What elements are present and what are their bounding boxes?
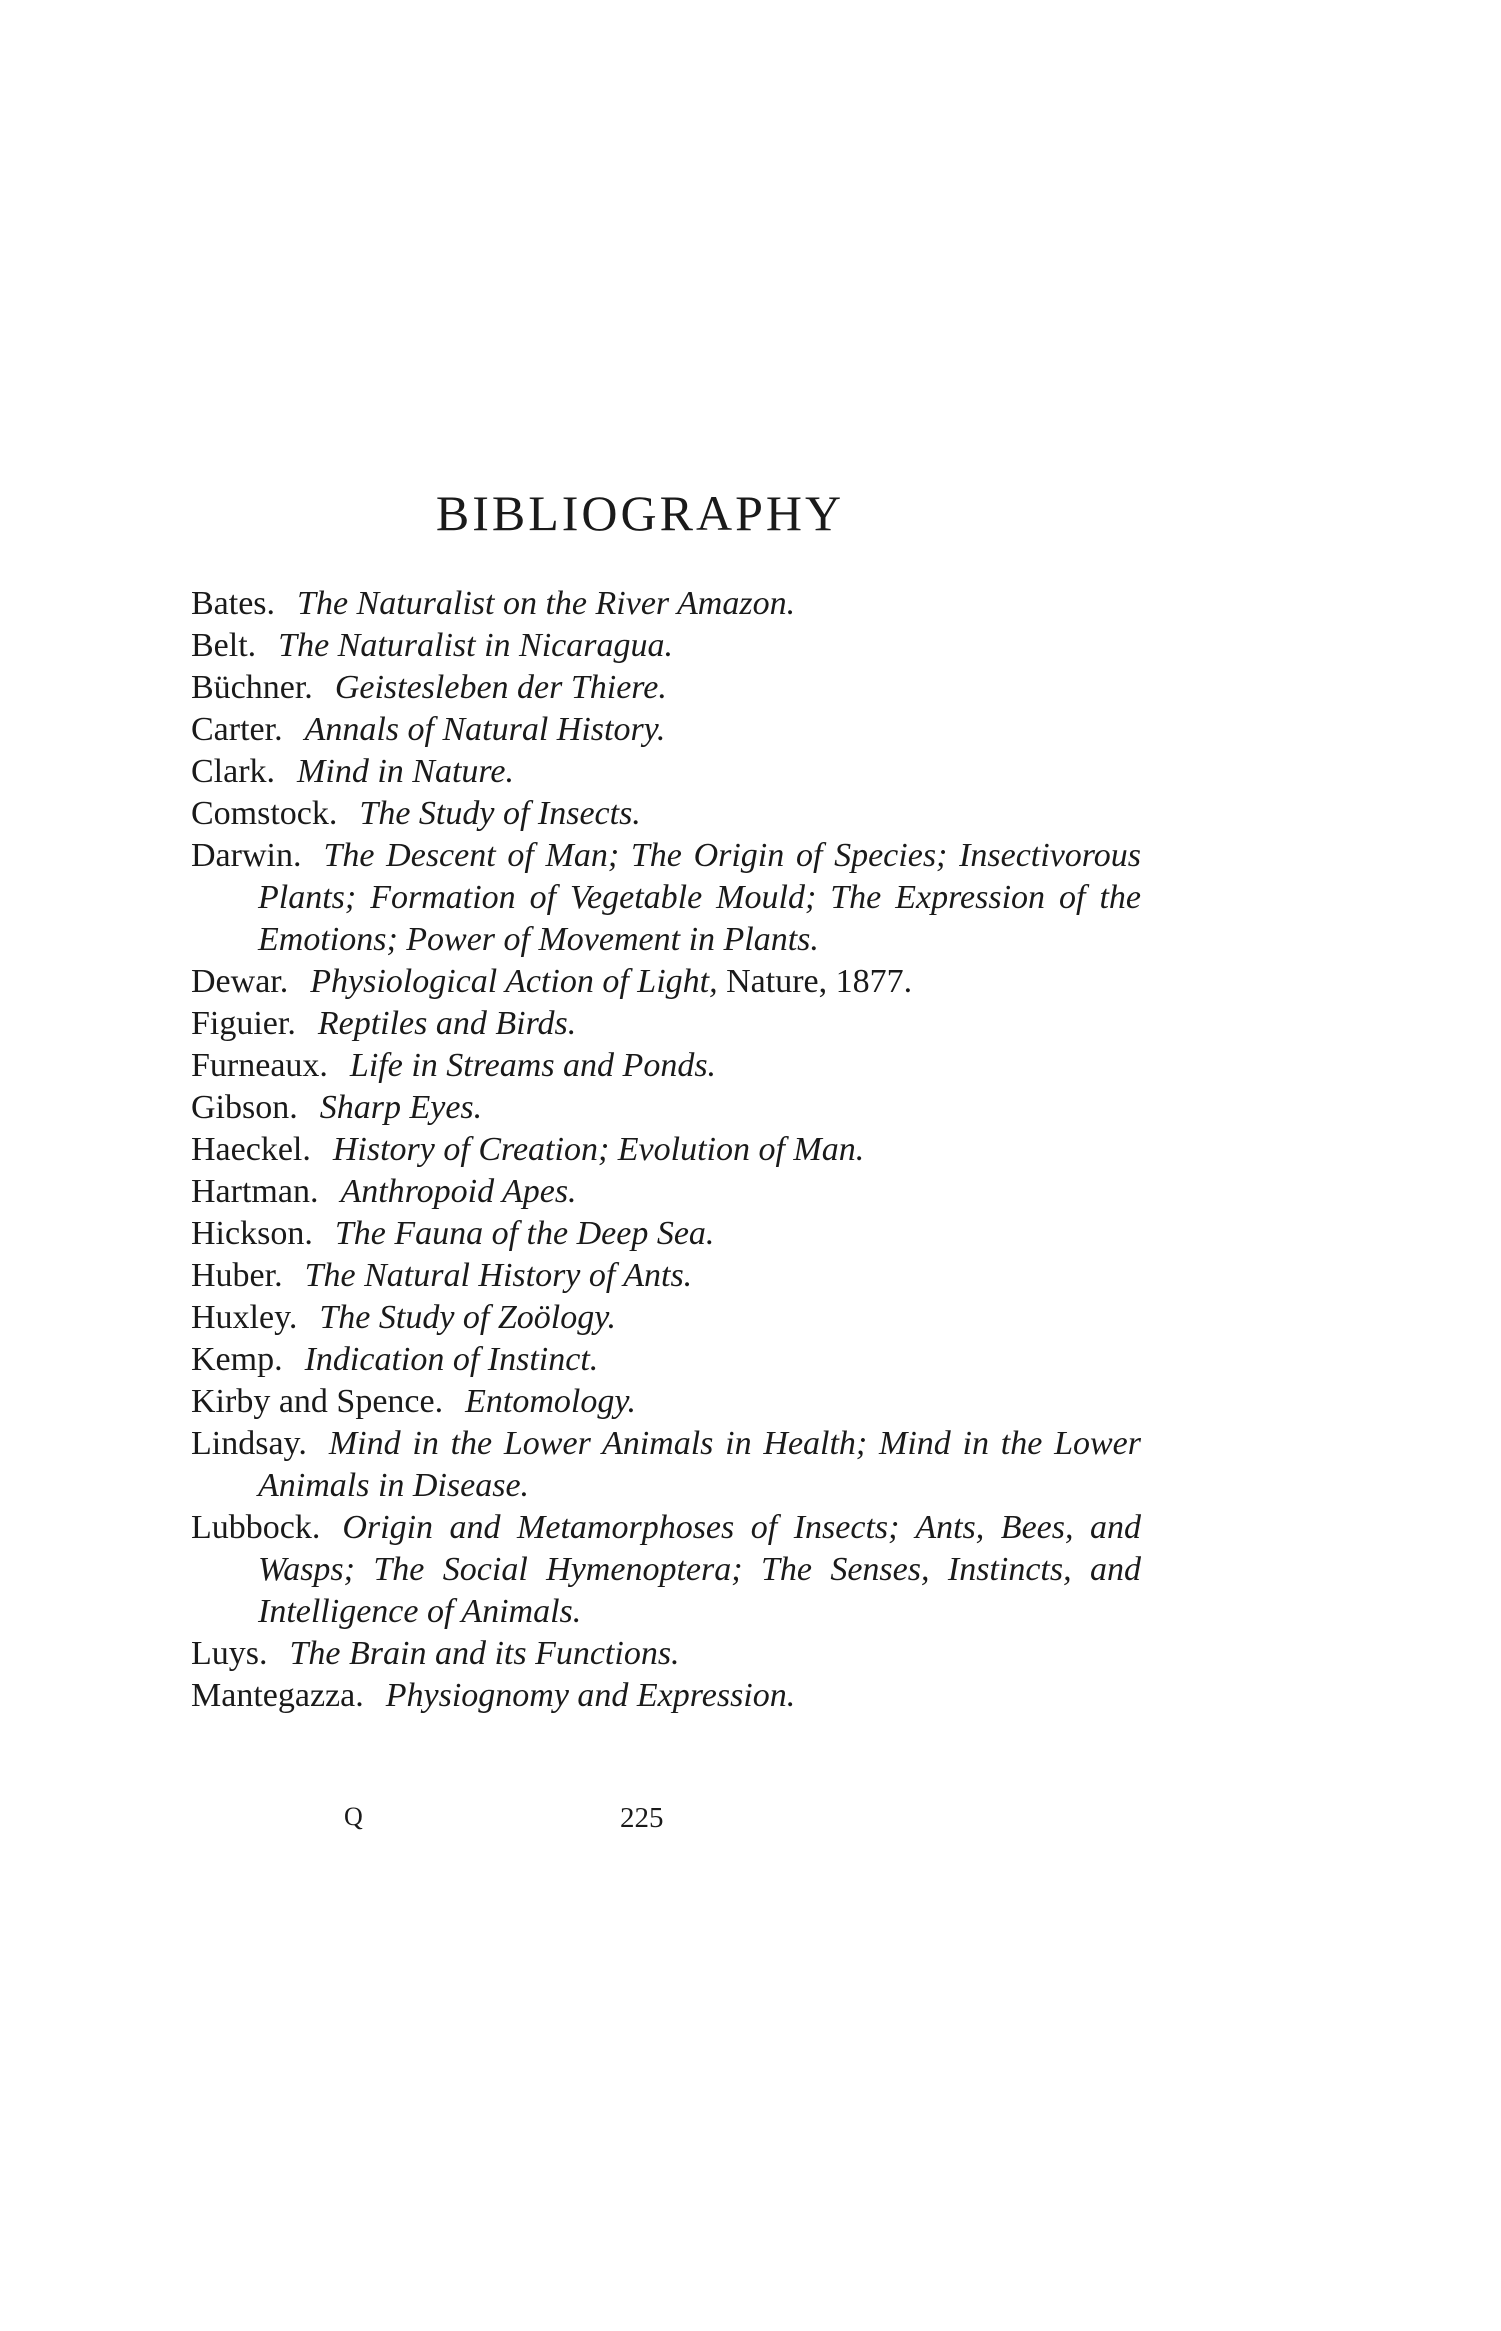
entry-author: Haeckel.: [191, 1131, 311, 1168]
entry-author: Hartman.: [191, 1173, 319, 1210]
bibliography-entry: [191, 1003, 1141, 1045]
entry-author: Dewar.: [191, 963, 289, 1000]
entry-author: Kirby and Spence.: [191, 1383, 444, 1420]
bibliography-entry: [191, 709, 1141, 751]
bibliography-entry: [191, 1255, 1141, 1297]
entry-works: Entomology.: [465, 1383, 637, 1420]
bibliography-entry: [191, 1507, 1141, 1633]
bibliography-entry: [191, 667, 1141, 709]
entry-works: The Natural History of Ants.: [304, 1257, 693, 1294]
entry-works: Anthropoid Apes.: [340, 1173, 577, 1210]
bibliography-list: [191, 583, 1141, 1717]
page-number: 225: [620, 1802, 664, 1834]
entry-author: Büchner.: [191, 669, 313, 706]
entry-author: Darwin.: [191, 837, 302, 874]
bibliography-entry: [191, 1297, 1141, 1339]
entry-works: The Study of Zoölogy.: [319, 1299, 616, 1336]
bibliography-entry: [191, 1171, 1141, 1213]
bibliography-entry: [191, 1045, 1141, 1087]
entry-works: Geistesleben der Thiere.: [334, 669, 667, 706]
entry-works: The Descent of Man; The Origin of Species; Insectivorous Plants; Formation of Vegetable Mould; The Expression of the Emotions; Power of Movement in Plants.: [258, 837, 1141, 958]
entry-works: The Study of Insects.: [359, 795, 641, 832]
entry-author: Comstock.: [191, 795, 338, 832]
entry-author: Lindsay.: [191, 1425, 307, 1462]
entry-works: The Naturalist in Nicaragua.: [278, 627, 673, 664]
entry-author: Huber.: [191, 1257, 283, 1294]
entry-works: Physiognomy and Expression.: [385, 1677, 796, 1714]
entry-works: Annals of Natural History.: [304, 711, 666, 748]
entry-works: The Brain and its Functions.: [289, 1635, 680, 1672]
entry-author: Lubbock.: [191, 1509, 321, 1546]
entry-author: Gibson.: [191, 1089, 298, 1126]
entry-works: The Naturalist on the River Amazon.: [297, 585, 796, 622]
bibliography-entry: [191, 793, 1141, 835]
entry-author: Furneaux.: [191, 1047, 328, 1084]
bibliography-entry: [191, 583, 1141, 625]
page-title: BIBLIOGRAPHY: [435, 485, 845, 541]
entry-works: Sharp Eyes.: [319, 1089, 483, 1126]
entry-author: Bates.: [191, 585, 276, 622]
entry-author: Carter.: [191, 711, 283, 748]
entry-author: Figuier.: [191, 1005, 296, 1042]
entry-author: Clark.: [191, 753, 276, 790]
bibliography-entry: [191, 961, 1141, 1003]
bibliography-entry: [191, 1213, 1141, 1255]
bibliography-entry: [191, 1423, 1141, 1507]
entry-author: Huxley.: [191, 1299, 298, 1336]
entry-works: Origin and Metamorphoses of Insects; Ants, Bees, and Wasps; The Social Hymenoptera; The Senses, Instincts, and Intelligence of Animals.: [258, 1509, 1141, 1630]
bibliography-entry: [191, 751, 1141, 793]
signature-mark: Q: [344, 1802, 363, 1831]
entry-works: Life in Streams and Ponds.: [349, 1047, 717, 1084]
entry-author: Belt.: [191, 627, 257, 664]
entry-works: The Fauna of the Deep Sea.: [334, 1215, 715, 1252]
entry-suffix: Nature, 1877.: [717, 963, 913, 1000]
bibliography-entry: [191, 1339, 1141, 1381]
entry-author: Mantegazza.: [191, 1677, 364, 1714]
page-footer: [0, 1802, 1501, 1842]
entry-works: Indication of Instinct.: [304, 1341, 599, 1378]
entry-works: History of Creation; Evolution of Man.: [332, 1131, 865, 1168]
bibliography-entry: [191, 1129, 1141, 1171]
bibliography-entry: [191, 1675, 1141, 1717]
entry-author: Hickson.: [191, 1215, 313, 1252]
entry-author: Kemp.: [191, 1341, 283, 1378]
bibliography-entry: [191, 625, 1141, 667]
entry-works: Physiological Action of Light,: [310, 963, 718, 1000]
bibliography-entry: [191, 1381, 1141, 1423]
bibliography-entry: [191, 1087, 1141, 1129]
entry-works: Mind in the Lower Animals in Health; Mind in the Lower Animals in Disease.: [258, 1425, 1141, 1504]
entry-author: Luys.: [191, 1635, 268, 1672]
bibliography-entry: [191, 1633, 1141, 1675]
entry-works: Mind in Nature.: [297, 753, 514, 790]
bibliography-entry: [191, 835, 1141, 961]
entry-works: Reptiles and Birds.: [317, 1005, 577, 1042]
